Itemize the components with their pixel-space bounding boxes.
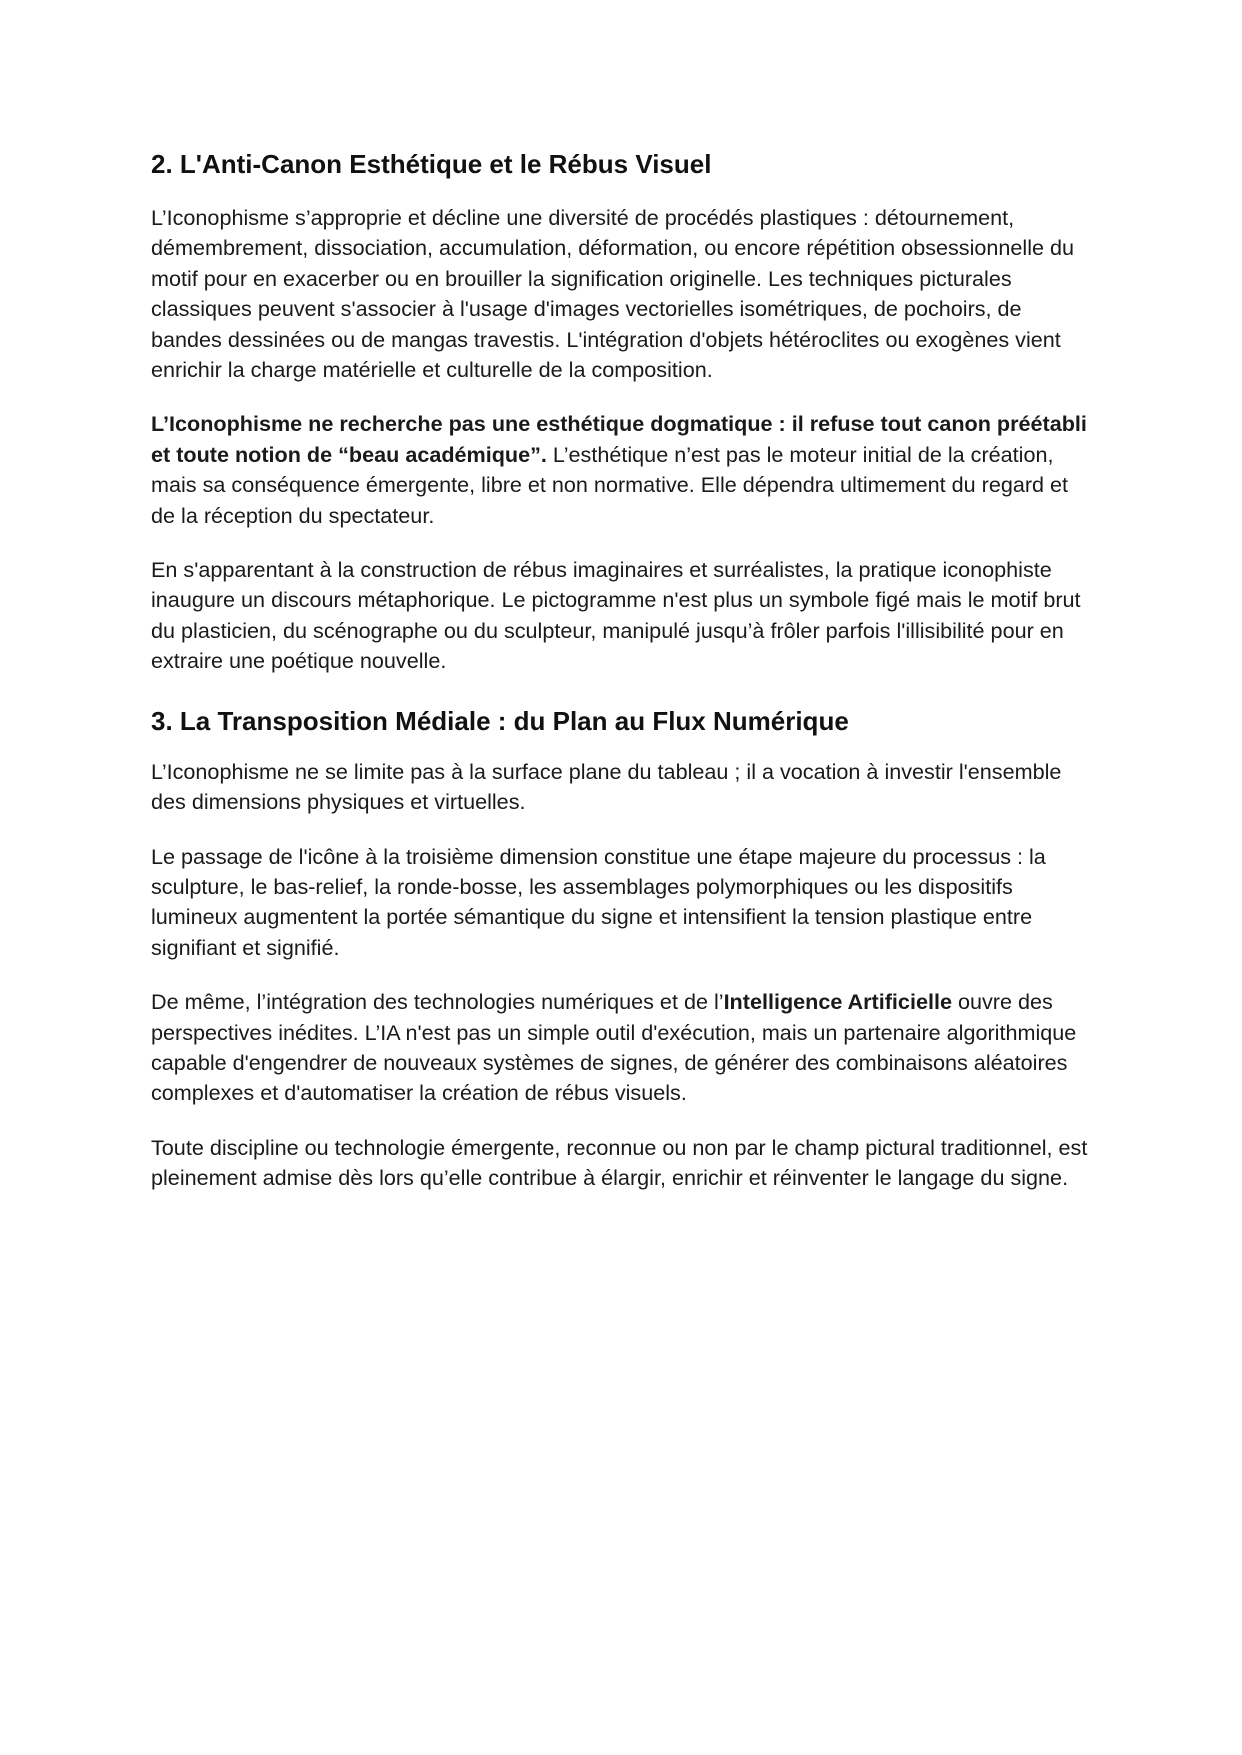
section-2-paragraph-2: [151, 409, 1092, 531]
section-3-paragraph-4: Toute discipline ou technologie émergente, reconnue ou non par le champ pictural traditionnel, est pleinement admise dès lors qu’elle contribue à élargir, enrichir et réinventer le langage du signe.: [151, 1134, 1088, 1191]
section-2-paragraph-1: L’Iconophisme s’approprie et décline une diversité de procédés plastiques : détournement, démembrement, dissociation, accumulation, déformation, ou encore répétition obsessionnelle du motif pour en exacerber ou en brouiller la signification originelle. Les techniques picturales classiques peuvent s'associer à l'usage d'images vectorielles isométriques, de pochoirs, de bandes dessinées ou de mangas travestis. L'intégration d'objets hétéroclites ou exogènes vient enrichir la charge matérielle et culturelle de la composition.: [151, 205, 1075, 383]
section-2-heading: 2. L'Anti-Canon Esthétique et le Rébus Visuel: [151, 149, 712, 179]
section-2-paragraph-2-bold: L’Iconophisme ne recherche pas une esthétique dogmatique : il refuse tout canon préétabli et toute notion de “beau académique”.: [151, 411, 1087, 467]
section-3-paragraph-3: [151, 987, 1092, 1109]
section-3-paragraph-2: Le passage de l'icône à la troisième dimension constitue une étape majeure du processus : la sculpture, le bas-relief, la ronde-bosse, les assemblages polymorphiques ou les dispositifs lumineux augmentent la portée sémantique du signe et intensifient la tension plastique entre signifiant et signifié.: [151, 843, 1046, 960]
section-3-heading: 3. La Transposition Médiale : du Plan au Flux Numérique: [151, 705, 849, 736]
section-2-paragraph-3: En s'apparentant à la construction de rébus imaginaires et surréalistes, la pratique iconophiste inaugure un discours métaphorique. Le pictogramme n'est plus un symbole figé mais le motif brut du plasticien, du scénographe ou du sculpteur, manipulé jusqu’à frôler parfois l'illisibilité pour en extraire une poétique nouvelle.: [151, 557, 1081, 674]
section-3-paragraph-3-before: De même, l’intégration des technologies numériques et de l’: [151, 989, 724, 1015]
section-2-paragraph-2-rest: L’esthétique n’est pas le moteur initial de la création, mais sa conséquence émergente, libre et non normative. Elle dépendra ultimement du regard et de la réception du spectateur.: [151, 441, 1069, 528]
section-3-paragraph-3-bold: Intelligence Artificielle: [723, 989, 952, 1015]
section-3-paragraph-1: L’Iconophisme ne se limite pas à la surface plane du tableau ; il a vocation à investir l'ensemble des dimensions physiques et virtuelles.: [151, 758, 1062, 815]
section-3-paragraph-3-after: ouvre des perspectives inédites. L’IA n'est pas un simple outil d'exécution, mais un partenaire algorithmique capable d'engendrer de nouveaux systèmes de signes, de générer des combinaisons aléatoires complexes et d'automatiser la création de rébus visuels.: [151, 989, 1077, 1106]
